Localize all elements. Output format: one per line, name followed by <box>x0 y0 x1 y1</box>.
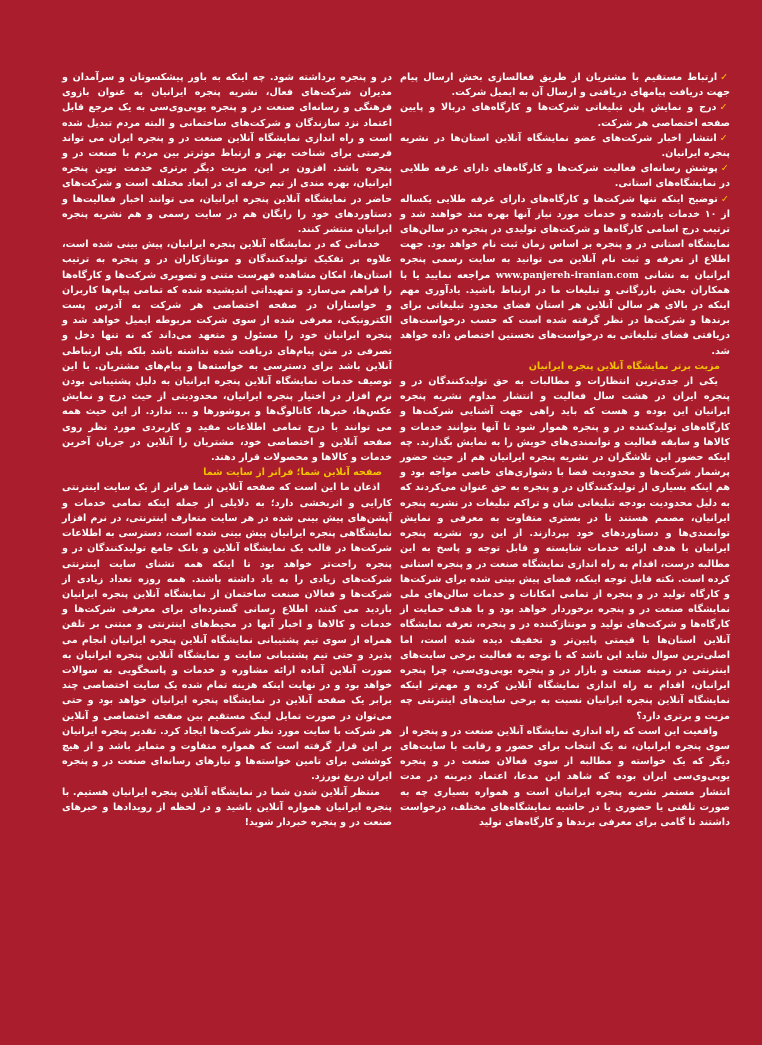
checkmark-icon: ✓ <box>720 72 730 83</box>
right-column <box>400 70 730 830</box>
bullet-text: پوشش رسانه‌ای فعالیت شرکت‌ها و کارگاه‌های دارای غرفه طلایی در نمایشگاه‌های استانی. <box>400 163 730 190</box>
bullet-item <box>400 161 730 191</box>
bullet-item <box>400 131 730 161</box>
bullet-item <box>400 70 730 100</box>
body-paragraph: خدماتی که در نمایشگاه آنلاین پنجره ایرانیان، پیش بینی شده است، علاوه بر تفکیک تولیدکنندگان و مونتاژکاران در و پنجره به ترتیب استان‌ها، امکان مشاهده فهرست متنی و تصویری شرکت‌ها و کارگاه‌ها را فراهم می‌سازد و تمهیداتی اندیشیده شده که تمامی پیام‌ها کاربران و خواستاران در صفحه اختصاصی هر شرکت به آدرس پست الکترونیکی، معرفی شده از سوی شرکت مربوطه ایمیل خواهد شد و پنجره ایرانیان خود را مسئول و متعهد می‌داند که نه تنها دخل و تصرفی در متن پیام‌های دریافت شده نداشته باشد بلکه پلی ارتباطی آنلاین باشد برای دسترسی به خواسته‌ها و پیام‌های مشتریان. با این توصیف خدمات نمایشگاه آنلاین پنجره ایرانیان به دلیل پشتیبانی بودن نرم افزار در اختیار پنجره ایرانیان، محدودیتی از حیث درج و نمایش عکس‌ها، خبرها، کاتالوگ‌ها و پروشورها و ... ندارد. از این حیث همه می توانند با درج تمامی اطلاعات مفید و کاربردی مورد نظر روی صفحه آنلاین و اختصاصی خود، مشتریان را آنلاین در جریان آخرین خدمات و کالاها و محصولات قرار دهند. <box>62 239 392 464</box>
bullet-item <box>400 100 730 130</box>
body-paragraph: در و پنجره برداشته شود. چه اینکه به باور پیشکسوتان و سرآمدان و مدیران شرکت‌های فعال، نشریه پنجره ایرانیان به عنوان بازوی فرهنگی و رسانه‌ای صنعت در و پنجره یوپی‌وی‌سی به یک مرجع قابل اعتماد نزد سازندگان و شرکت‌های ساختمانی و البته مردم تبدیل شده است و راه اندازی نمایشگاه آنلاین صنعت در و پنجره ایران می تواند فرصتی برای شناخت بهتر و ارتباط موثرتر بین مردم با صنعت در و پنجره باشد. افزون بر این، مزیت دیگر برتری خدمت نوین پنجره ایرانیان، بهره مندی از تیم حرفه ای در ابعاد مختلف است و شرکت‌های حاضر در نمایشگاه آنلاین پنجره ایرانیان، می توانند اخبار فعالیت‌ها و دستاوردهای خود را رایگان هم در سایت رسمی و هم نشریه پنجره ایرانیان منتشر کنند. <box>62 72 392 236</box>
checkmark-icon: ✓ <box>719 132 730 144</box>
bullet-text: ارتباط مستقیم با مشتریان از طریق فعالسازی بخش ارسال پیام جهت دریافت پیامهای دریافتی و ارسال آن به ایمیل شرکت. <box>400 72 730 99</box>
bullet-item <box>400 192 730 359</box>
left-column <box>62 70 392 830</box>
section-heading: صفحه آنلاین شما؛ فراتر از سایت شما <box>203 467 382 479</box>
section-heading: مزیت برتر نمایشگاه آنلاین پنجره ایرانیان <box>528 360 720 372</box>
website-link[interactable]: www.panjereh-iranian.com <box>495 269 639 281</box>
bullet-text: توضیح اینکه تنها شرکت‌ها و کارگاه‌های دارای غرفه طلایی یکساله از ۱۰ خدمات یادشده و خدمات مورد نیاز آنها بهره مند خواهند شد و ترتیب درج اسامی کارگاه‌ها و شرکت‌های تولیدی در پنجره در سالن‌های نمایشگاه استانی در و پنجره بر اساس زمان ثبت نام خواهد بود. جهت اطلاع از تعرفه و ثبت نام آنلاین می توانید به سایت رسمی پنجره ایرانیان به نشانی <box>400 193 730 281</box>
body-paragraph: واقعیت این است که راه اندازی نمایشگاه آنلاین صنعت در و پنجره از سوی پنجره ایرانیان، نه یک انتخاب برای حضور و رقابت با سایت‌های دیگر که یک خواسته و مطالبه از سوی فعالان صنعت در و پنجره یوپی‌وی‌سی ایران بوده که شاهد این مدعا، اعتماد دیرینه در مدت انتشار مستمر نشریه پنجره ایرانیان است و همواره بسیاری چه به صورت تلفنی یا حضوری یا در حاشیه نمایشگاه‌های مختلف، درخواست داشتند تا گامی برای معرفی برندها و کارگاه‌های تولید <box>400 725 730 828</box>
body-paragraph: منتظر آنلاین شدن شما در نمایشگاه آنلاین پنجره ایرانیان هستیم. با پنجره ایرانیان همواره آنلاین باشید و در لحظه از رویدادها و خبرهای صنعت در و پنجره خبردار شوید! <box>62 786 392 828</box>
bullet-text: درج و نمایش پلن تبلیغاتی شرکت‌ها و کارگاه‌های دربالا و پایین صفحه اختصاصی هر شرکت. <box>400 102 730 129</box>
body-paragraph: یکی از جدی‌ترین انتظارات و مطالبات به حق تولیدکنندگان در و پنجره ایران در هشت سال فعالیت و انتشار مداوم نشریه پنجره ایرانیان این بوده و هست که باید راهی جهت آشنایی شرکت‌ها و کارگاه‌های تولیدکننده در و پنجره هموار شود تا آنها بتوانند خدمات و کالاها و سابقه فعالیت و توانمندی‌های خویش را به نمایش بگذارند. چه اینکه حضور این تلاشگران در نشریه پنجره ایرانیان هم از حیث حضور پرشمار شرکت‌ها و محدودیت فضا با دشواری‌های خاصی مواجه بود و هم اینکه بسیاری از تولیدکنندگان در و پنجره به حق عنوان می‌کردند که به دلیل محدودیت بودجه تبلیغاتی شان و تراکم تبلیغات در نشریه پنجره ایرانیان، مصمم هستند تا در بستری متفاوت به معرفی و نمایش توانمندی‌ها و دستاوردهای خود بپردازند. از این رو، نشریه پنجره ایرانیان با هدف ارائه خدمات شایسته و قابل توجه و پاسخ به این مطالبه درست، اقدام به راه اندازی نمایشگاه صنعت در و پنجره استانی کرده است. نکته قابل توجه اینکه، فضای پیش بینی شده برای شرکت‌ها و کارگاه تولید در و پنجره از تمامی امکانات و خدمات سالن‌های ملی نمایشگاه صنعت در و پنجره برخوردار خواهد بود و با هدف حمایت از کارگاه‌ها و شرکت‌های تولید و مونتاژکننده در و پنجره، تعرفه نمایشگاه آنلاین استان‌ها با قیمتی پایین‌تر و تخفیف دیده شده است، اما اصلی‌ترین سوال شاید این باشد که با توجه به فعالیت برخی سایت‌های اینترنتی در زمینه صنعت و بازار در و پنجره یوپی‌وی‌سی، چرا پنجره ایرانیان، اقدام به راه اندازی نمایشگاه آنلاین کرده و مهم‌تر اینکه نمایشگاه آنلاین پنجره ایرانیان نسبت به برخی سایت‌های اینترنتی چه مزیت و برتری دارد؟ <box>400 376 730 722</box>
bullet-text: انتشار اخبار شرکت‌های عضو نمایشگاه آنلاین استان‌ها در نشریه پنجره ایرانیان. <box>400 132 730 160</box>
checkmark-icon: ✓ <box>719 102 730 114</box>
body-paragraph: اذعان ما این است که صفحه آنلاین شما فراتر از یک سایت اینترنتی کارایی و اثربخشی دارد؛ به دلایلی از جمله اینکه تمامی خدمات و آپشن‌های پیش بینی شده در هر سایت متعارف اینترنتی، در نرم افزار نمایشگاهی پنجره ایرانیان پیش بینی شده است، دسترسی به اطلاعات شرکت‌ها در قالب یک نمایشگاه آنلاین و بانک جامع تولیدکنندگان در و پنجره راحت‌تر خواهد بود تا اینکه همه تشنای سایت اینترنتی شرکت‌های زیادی را به یاد داشته باشند. همه روزه تعداد زیادی از شرکت‌ها و فعالان صنعت ساختمان از نمایشگاه آنلاین پنجره ایرانیان بازدید می کنند، اطلاع رسانی گسترده‌ای برای معرفی شرکت‌ها و خدمات و کالاها و اخبار آنها در محیط‌های اینترنتی و مبتنی بر تلفن همراه از سوی تیم پشتیبانی نمایشگاه آنلاین پنجره ایرانیان انجام می پذیرد و حتی تیم پشتیبانی سایت و نمایشگاه آنلاین پنجره ایرانیان به صورت آنلاین آماده ارائه مشاوره و خدمات و پاسخگویی به سوالات خواهد بود و در نهایت اینکه هزینه تمام شده یک سایت اختصاصی چند برابر یک صفحه آنلاین در نمایشگاه پنجره ایرانیان خواهد بود و حتی می‌توان در صورت تمایل لینک مستقیم بین صفحه اختصاصی و آنلاین هر شرکت با سایت مورد نظر شرکت‌ها ایجاد کرد. تقدیر پنجره ایرانیان بر این قرار گرفته است که همواره متفاوت و متمایز باشد و از هیچ کوششی برای تامین خواسته‌ها و نیازهای رسانه‌ای صنعت در و پنجره ایران دریغ نورزد. <box>62 482 392 783</box>
checkmark-icon: ✓ <box>720 193 731 205</box>
bullet-text: مراجعه نمایید یا با همکاران بخش بازرگانی و تبلیغات ما در ارتباط باشید. یادآوری مهم اینکه در بالای هر سالن آنلاین هر استان فضای محدود تبلیغاتی برای برندها و شرکت‌ها در نظر گرفته شده است که حسب درخواست‌های دریافتی فضای تبلیغاتی به درخواست‌های نخستین اختصاص داده خواهد شد. <box>400 269 730 357</box>
checkmark-icon: ✓ <box>720 163 730 175</box>
